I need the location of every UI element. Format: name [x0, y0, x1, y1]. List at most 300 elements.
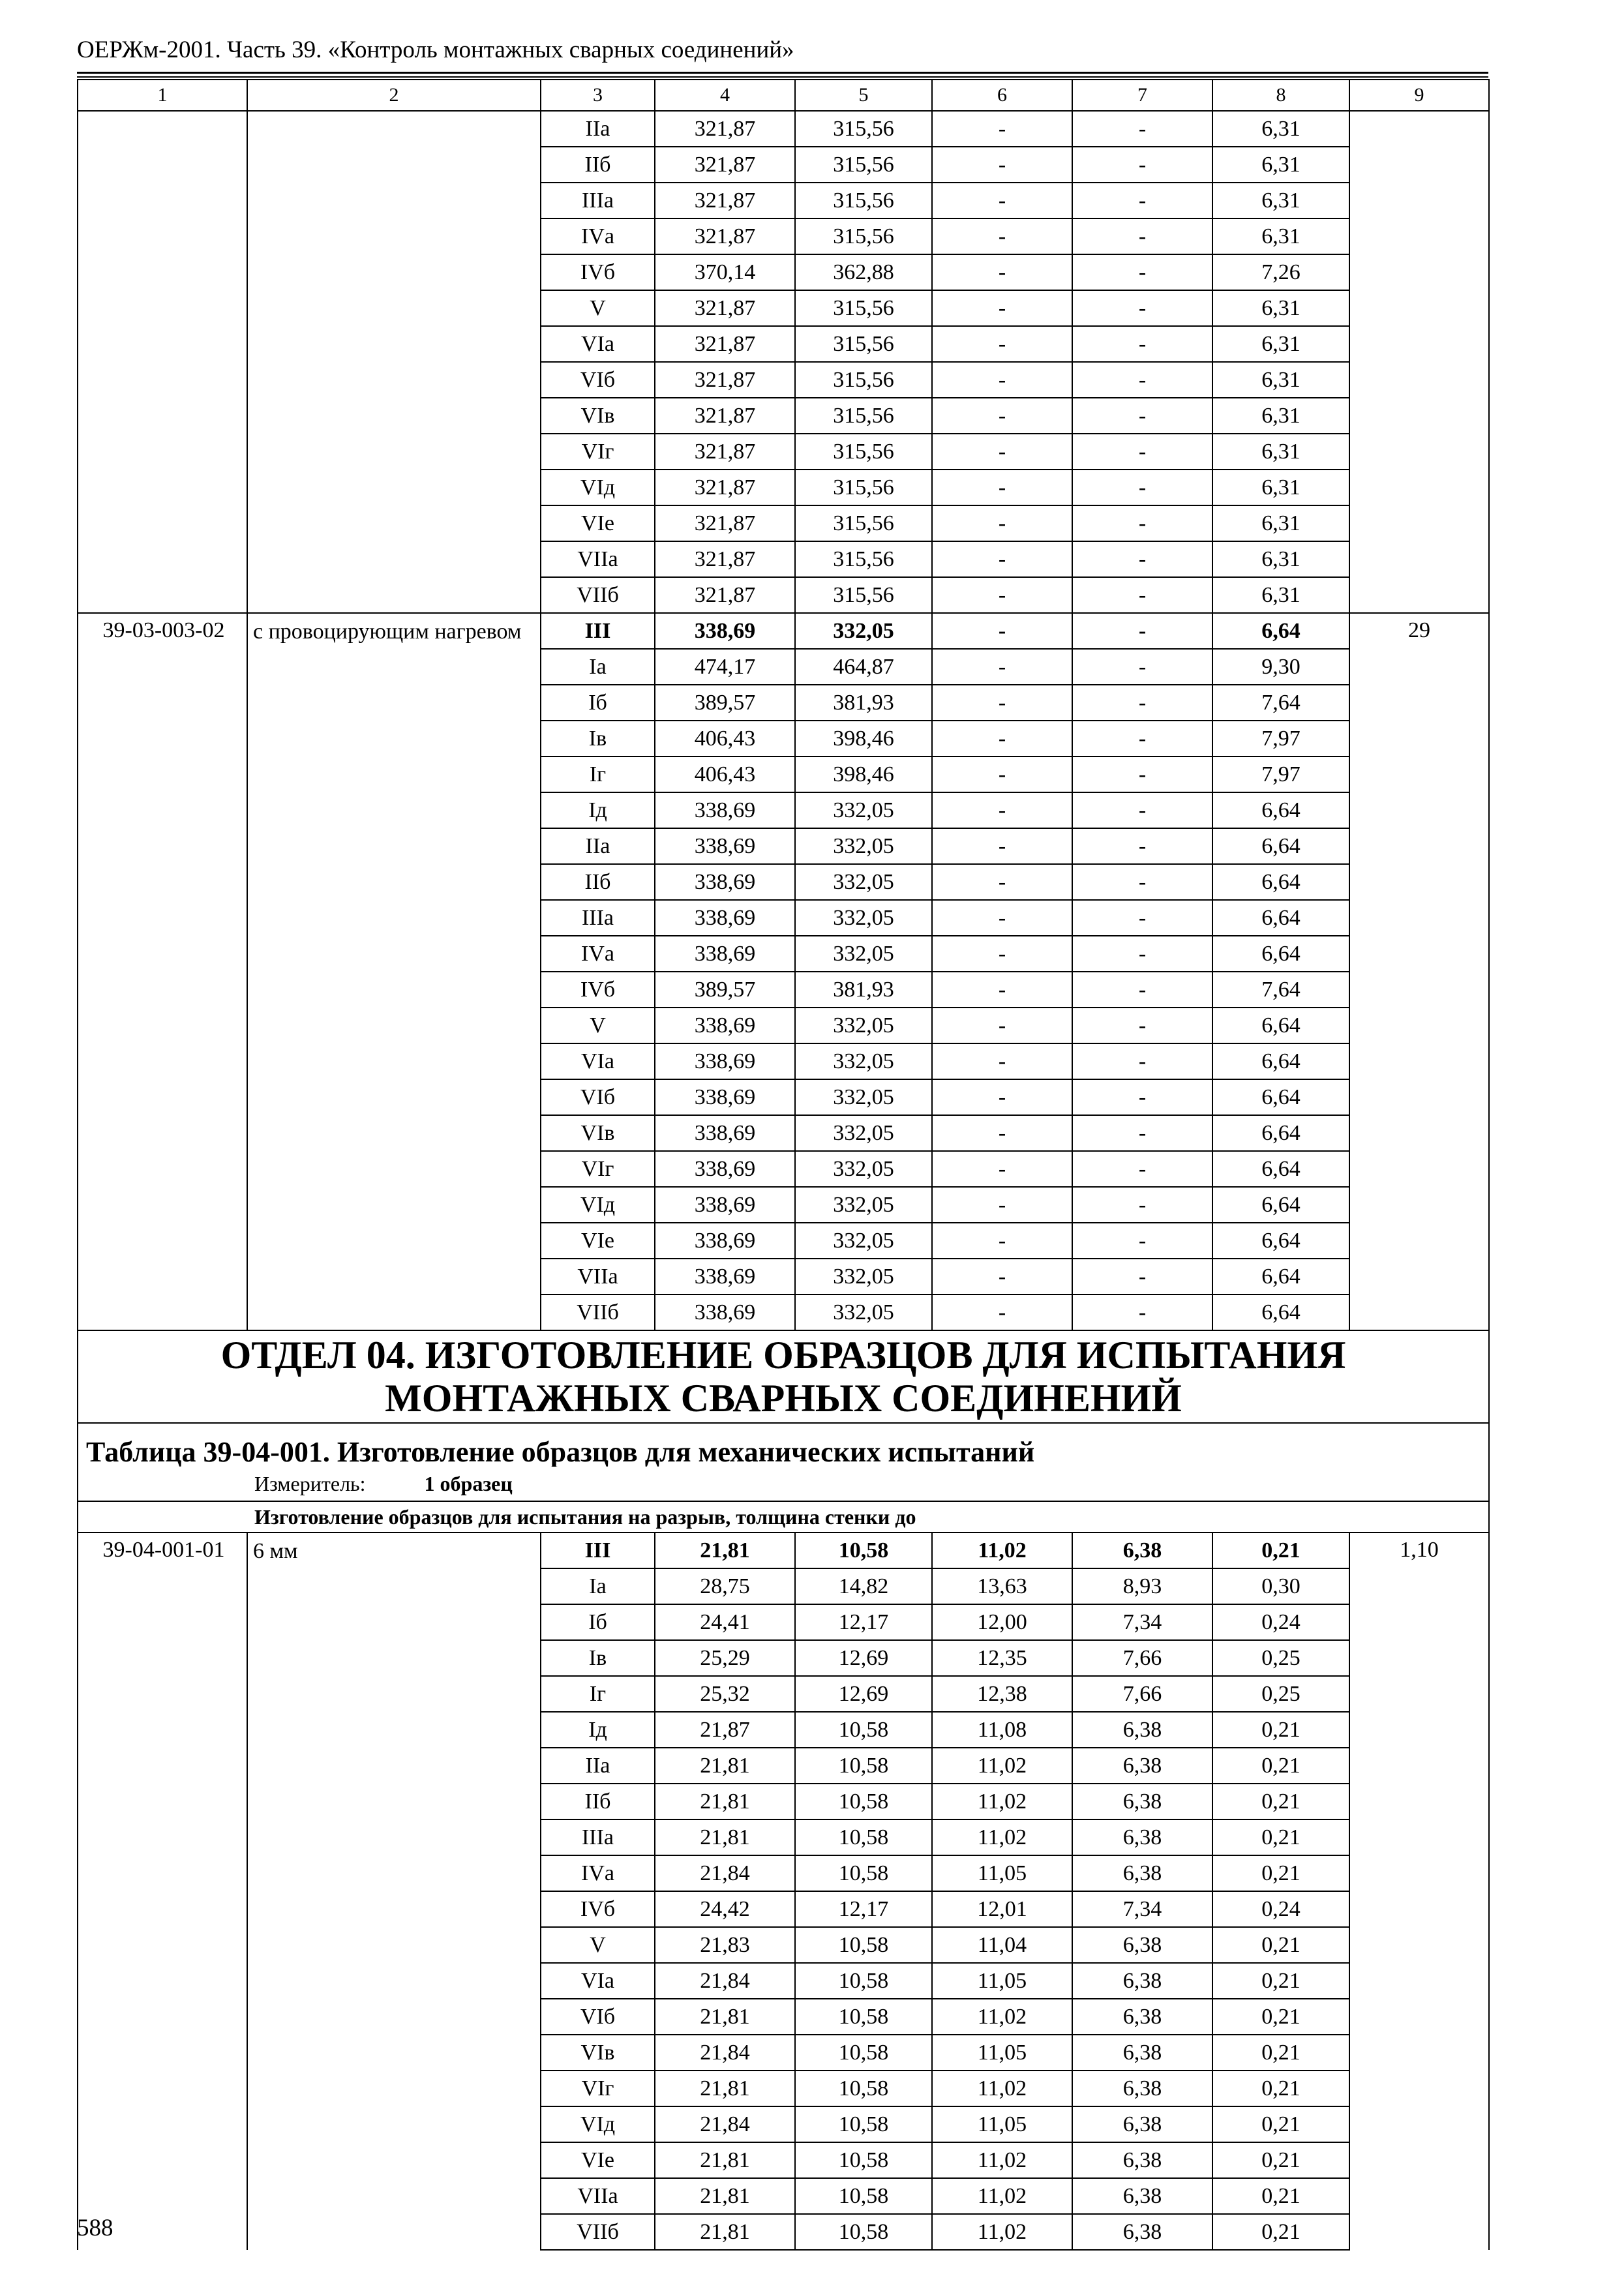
cell-col4: 370,14 — [655, 254, 795, 290]
cell-col3: VIг — [541, 2071, 655, 2106]
cell-col6: 11,08 — [932, 1712, 1072, 1748]
cell-col5: 10,58 — [795, 2071, 932, 2106]
cell-col4: 21,84 — [655, 1963, 795, 1999]
cell-col7: - — [1072, 649, 1212, 685]
cell-col6: 12,35 — [932, 1640, 1072, 1676]
cell-col5: 10,58 — [795, 1533, 932, 1568]
section-title — [78, 1330, 1489, 1423]
work-name-cell — [247, 1533, 541, 2250]
cell-col8: 9,30 — [1212, 649, 1349, 685]
cell-col3: VIб — [541, 362, 655, 398]
cell-col4: 338,69 — [655, 1079, 795, 1115]
cell-col6: - — [932, 1079, 1072, 1115]
meter-cell — [78, 1467, 1489, 1501]
cell-col6: - — [932, 326, 1072, 362]
cell-col6: - — [932, 1151, 1072, 1187]
cell-col8: 6,31 — [1212, 290, 1349, 326]
cell-col5: 315,56 — [795, 326, 932, 362]
section-title-row — [78, 1330, 1489, 1423]
cell-col5: 12,17 — [795, 1604, 932, 1640]
cell-col7: - — [1072, 756, 1212, 792]
cell-col6: - — [932, 398, 1072, 434]
cell-col8: 7,64 — [1212, 972, 1349, 1008]
cell-col6: - — [932, 505, 1072, 541]
cell-col8: 0,30 — [1212, 1568, 1349, 1604]
page-header: ОЕРЖм-2001. Часть 39. «Контроль монтажных сварных соединений» — [77, 37, 794, 63]
cell-col4: 21,81 — [655, 2178, 795, 2214]
cell-col6: - — [932, 183, 1072, 218]
cell-col8: 6,64 — [1212, 1008, 1349, 1043]
cell-col6: - — [932, 470, 1072, 505]
cell-col3: VIа — [541, 1963, 655, 1999]
cell-col8: 0,21 — [1212, 1999, 1349, 2035]
cell-col7: 6,38 — [1072, 2142, 1212, 2178]
cell-col3: V — [541, 290, 655, 326]
cell-col3: IVа — [541, 1855, 655, 1891]
cell-col6: 12,00 — [932, 1604, 1072, 1640]
cell-col7: - — [1072, 254, 1212, 290]
cell-col3: IVа — [541, 218, 655, 254]
cell-col3: IVб — [541, 254, 655, 290]
work-name: с провоцирующим нагревом — [253, 620, 522, 644]
col9-cell: 1,10 — [1349, 1533, 1489, 2250]
cell-col8: 0,24 — [1212, 1604, 1349, 1640]
cell-col6: - — [932, 649, 1072, 685]
cell-col7: - — [1072, 972, 1212, 1008]
cell-col8: 0,21 — [1212, 2071, 1349, 2106]
cell-col3: VIа — [541, 326, 655, 362]
cell-col5: 10,58 — [795, 1819, 932, 1855]
work-name-cell — [247, 613, 541, 1330]
cell-col4: 21,81 — [655, 2071, 795, 2106]
cell-col3: VIв — [541, 2035, 655, 2071]
cell-col4: 338,69 — [655, 1043, 795, 1079]
cell-col4: 25,32 — [655, 1676, 795, 1712]
cell-col7: - — [1072, 1259, 1212, 1294]
cell-col4: 21,87 — [655, 1712, 795, 1748]
cell-col7: 6,38 — [1072, 1963, 1212, 1999]
cell-col8: 6,64 — [1212, 1115, 1349, 1151]
cell-col5: 10,58 — [795, 1712, 932, 1748]
cell-col6: 11,02 — [932, 1748, 1072, 1784]
meter-row — [78, 1467, 1489, 1501]
cell-col6: - — [932, 685, 1072, 721]
cell-col4: 474,17 — [655, 649, 795, 685]
cell-col3: VIе — [541, 2142, 655, 2178]
cell-col8: 6,64 — [1212, 900, 1349, 936]
cell-col7: - — [1072, 1079, 1212, 1115]
cell-col6: 13,63 — [932, 1568, 1072, 1604]
cell-col8: 0,25 — [1212, 1640, 1349, 1676]
cell-col8: 0,24 — [1212, 1891, 1349, 1927]
cell-col7: 6,38 — [1072, 2071, 1212, 2106]
cell-col4: 21,81 — [655, 2214, 795, 2250]
cell-col6: 11,02 — [932, 1784, 1072, 1819]
cell-col3: IIIа — [541, 1819, 655, 1855]
cell-col7: 7,66 — [1072, 1676, 1212, 1712]
cell-col6: - — [932, 972, 1072, 1008]
cell-col7: - — [1072, 792, 1212, 828]
rate-code-cell: 39-04-001-01 — [78, 1533, 247, 2250]
cell-col4: 338,69 — [655, 1008, 795, 1043]
cell-col6: 11,02 — [932, 2214, 1072, 2250]
cell-col6: 11,02 — [932, 2071, 1072, 2106]
cell-col8: 6,31 — [1212, 505, 1349, 541]
cell-col7: 8,93 — [1072, 1568, 1212, 1604]
cell-col4: 338,69 — [655, 792, 795, 828]
cell-col4: 321,87 — [655, 290, 795, 326]
cell-col6: 11,02 — [932, 2178, 1072, 2214]
cell-col7: 6,38 — [1072, 2214, 1212, 2250]
cell-col7: 6,38 — [1072, 2035, 1212, 2071]
cell-col6: - — [932, 434, 1072, 470]
cell-col4: 321,87 — [655, 147, 795, 183]
cell-col4: 338,69 — [655, 613, 795, 649]
cell-col5: 332,05 — [795, 1079, 932, 1115]
cell-col3: Iб — [541, 685, 655, 721]
cell-col3: Iг — [541, 756, 655, 792]
cell-col8: 6,31 — [1212, 470, 1349, 505]
cell-col8: 6,64 — [1212, 828, 1349, 864]
subheader: Изготовление образцов для испытания на разрыв, толщина стенки до — [78, 1501, 1489, 1533]
cell-col8: 6,64 — [1212, 1223, 1349, 1259]
cell-col7: - — [1072, 147, 1212, 183]
cell-col8: 6,64 — [1212, 1259, 1349, 1294]
cell-col6: - — [932, 1259, 1072, 1294]
rate-code-cell: 39-03-003-02 — [78, 613, 247, 1330]
cell-col4: 389,57 — [655, 972, 795, 1008]
cell-col6: - — [932, 111, 1072, 147]
cell-col7: - — [1072, 398, 1212, 434]
cell-col5: 332,05 — [795, 1043, 932, 1079]
cell-col4: 338,69 — [655, 1294, 795, 1330]
cell-col6: - — [932, 1008, 1072, 1043]
cell-col3: III — [541, 1533, 655, 1568]
cell-col4: 338,69 — [655, 900, 795, 936]
cell-col7: 6,38 — [1072, 1712, 1212, 1748]
cell-col5: 381,93 — [795, 685, 932, 721]
cell-col6: 12,01 — [932, 1891, 1072, 1927]
cell-col6: - — [932, 756, 1072, 792]
cell-col6: - — [932, 218, 1072, 254]
cell-col5: 315,56 — [795, 147, 932, 183]
cell-col6: - — [932, 254, 1072, 290]
cell-col6: 11,04 — [932, 1927, 1072, 1963]
cell-col3: VIIб — [541, 577, 655, 613]
cell-col7: - — [1072, 900, 1212, 936]
cell-col5: 12,69 — [795, 1676, 932, 1712]
cell-col3: VIе — [541, 505, 655, 541]
column-header-1: 1 — [78, 80, 247, 111]
cell-col5: 315,56 — [795, 434, 932, 470]
cell-col7: - — [1072, 505, 1212, 541]
cell-col8: 6,31 — [1212, 183, 1349, 218]
cell-col8: 0,21 — [1212, 2035, 1349, 2071]
cell-col5: 332,05 — [795, 1223, 932, 1259]
cell-col7: - — [1072, 721, 1212, 756]
cell-col5: 332,05 — [795, 1115, 932, 1151]
cell-col7: 6,38 — [1072, 1819, 1212, 1855]
cell-col8: 6,31 — [1212, 434, 1349, 470]
cell-col4: 321,87 — [655, 362, 795, 398]
meter-label: Измеритель: — [254, 1472, 366, 1495]
column-header-9: 9 — [1349, 80, 1489, 111]
cell-col7: - — [1072, 326, 1212, 362]
cell-col7: - — [1072, 613, 1212, 649]
cell-col4: 338,69 — [655, 936, 795, 972]
cell-col6: 11,02 — [932, 1819, 1072, 1855]
cell-col7: - — [1072, 1151, 1212, 1187]
cell-col6: 11,05 — [932, 2106, 1072, 2142]
cell-col3: VIд — [541, 470, 655, 505]
cell-col7: - — [1072, 111, 1212, 147]
cell-col5: 332,05 — [795, 1187, 932, 1223]
cell-col7: 6,38 — [1072, 1533, 1212, 1568]
cell-col3: III — [541, 613, 655, 649]
cell-col5: 10,58 — [795, 2214, 932, 2250]
cell-col3: VIд — [541, 1187, 655, 1223]
cell-col3: IVб — [541, 972, 655, 1008]
cell-col8: 6,64 — [1212, 1294, 1349, 1330]
cell-col3: IIIа — [541, 183, 655, 218]
cell-col7: - — [1072, 1115, 1212, 1151]
cell-col8: 6,64 — [1212, 936, 1349, 972]
column-header-8: 8 — [1212, 80, 1349, 111]
cell-col5: 10,58 — [795, 2106, 932, 2142]
cell-col3: VIIа — [541, 1259, 655, 1294]
cell-col5: 332,05 — [795, 792, 932, 828]
cell-col8: 6,64 — [1212, 613, 1349, 649]
cell-col3: VIа — [541, 1043, 655, 1079]
cell-col7: - — [1072, 1223, 1212, 1259]
cell-col4: 24,42 — [655, 1891, 795, 1927]
cell-col3: IIIа — [541, 900, 655, 936]
cell-col7: 7,34 — [1072, 1891, 1212, 1927]
cell-col4: 338,69 — [655, 828, 795, 864]
cell-col5: 10,58 — [795, 2035, 932, 2071]
column-header-6: 6 — [932, 80, 1072, 111]
cell-col8: 7,64 — [1212, 685, 1349, 721]
cell-col4: 389,57 — [655, 685, 795, 721]
rate-code-cell — [78, 111, 247, 613]
cell-col3: IIб — [541, 1784, 655, 1819]
cell-col6: - — [932, 900, 1072, 936]
cell-col3: VIг — [541, 1151, 655, 1187]
cell-col3: Iд — [541, 792, 655, 828]
cell-col7: - — [1072, 434, 1212, 470]
cell-col8: 0,21 — [1212, 2106, 1349, 2142]
cell-col7: 6,38 — [1072, 2106, 1212, 2142]
cell-col3: VIе — [541, 1223, 655, 1259]
cell-col8: 6,31 — [1212, 111, 1349, 147]
cell-col5: 10,58 — [795, 1999, 932, 2035]
column-header-2: 2 — [247, 80, 541, 111]
cell-col5: 315,56 — [795, 505, 932, 541]
section-title-line2: МОНТАЖНЫХ СВАРНЫХ СОЕДИНЕНИЙ — [385, 1377, 1182, 1420]
header-rule — [77, 72, 1488, 74]
cell-col6: - — [932, 1223, 1072, 1259]
cell-col5: 12,69 — [795, 1640, 932, 1676]
cell-col4: 21,81 — [655, 2142, 795, 2178]
cell-col3: IIа — [541, 828, 655, 864]
cell-col8: 6,31 — [1212, 218, 1349, 254]
cell-col7: - — [1072, 541, 1212, 577]
cell-col7: 6,38 — [1072, 1927, 1212, 1963]
cell-col7: 6,38 — [1072, 1784, 1212, 1819]
cell-col4: 21,81 — [655, 1784, 795, 1819]
cell-col6: - — [932, 290, 1072, 326]
cell-col7: 6,38 — [1072, 1855, 1212, 1891]
cell-col8: 0,25 — [1212, 1676, 1349, 1712]
cell-col5: 315,56 — [795, 111, 932, 147]
cell-col7: 6,38 — [1072, 2178, 1212, 2214]
cell-col4: 338,69 — [655, 864, 795, 900]
cell-col5: 332,05 — [795, 828, 932, 864]
cell-col7: - — [1072, 470, 1212, 505]
cell-col5: 332,05 — [795, 864, 932, 900]
cell-col3: Iг — [541, 1676, 655, 1712]
table-title-row — [78, 1423, 1489, 1467]
cell-col4: 338,69 — [655, 1151, 795, 1187]
cell-col4: 21,84 — [655, 1855, 795, 1891]
cell-col8: 6,64 — [1212, 1043, 1349, 1079]
cell-col6: 11,05 — [932, 1855, 1072, 1891]
cell-col5: 10,58 — [795, 1927, 932, 1963]
cell-col4: 321,87 — [655, 398, 795, 434]
cell-col6: - — [932, 541, 1072, 577]
cell-col5: 14,82 — [795, 1568, 932, 1604]
cell-col5: 315,56 — [795, 290, 932, 326]
cell-col4: 321,87 — [655, 577, 795, 613]
cell-col3: Iа — [541, 649, 655, 685]
cell-col6: - — [932, 1043, 1072, 1079]
cell-col3: VIIб — [541, 2214, 655, 2250]
cell-col8: 6,64 — [1212, 1187, 1349, 1223]
cell-col8: 7,97 — [1212, 756, 1349, 792]
cell-col5: 315,56 — [795, 218, 932, 254]
cell-col5: 315,56 — [795, 183, 932, 218]
column-header-row — [78, 80, 1489, 111]
cell-col5: 315,56 — [795, 362, 932, 398]
cell-col3: Iб — [541, 1604, 655, 1640]
cell-col7: - — [1072, 290, 1212, 326]
work-name: 6 мм — [253, 1539, 298, 1563]
cell-col4: 338,69 — [655, 1115, 795, 1151]
cell-col3: V — [541, 1927, 655, 1963]
cell-col5: 332,05 — [795, 1008, 932, 1043]
cell-col3: VIIб — [541, 1294, 655, 1330]
cell-col5: 332,05 — [795, 1259, 932, 1294]
cell-col5: 315,56 — [795, 541, 932, 577]
cell-col5: 332,05 — [795, 900, 932, 936]
cell-col6: - — [932, 792, 1072, 828]
cell-col4: 21,81 — [655, 1748, 795, 1784]
cell-col3: VIб — [541, 1079, 655, 1115]
cell-col3: VIв — [541, 398, 655, 434]
cell-col5: 10,58 — [795, 2178, 932, 2214]
section-title-line1: ОТДЕЛ 04. ИЗГОТОВЛЕНИЕ ОБРАЗЦОВ ДЛЯ ИСПЫТАНИЯ — [220, 1334, 1346, 1377]
cell-col5: 381,93 — [795, 972, 932, 1008]
cell-col3: IIа — [541, 111, 655, 147]
table-row — [78, 1533, 1489, 1568]
cell-col5: 10,58 — [795, 1855, 932, 1891]
cell-col3: Iа — [541, 1568, 655, 1604]
cell-col7: - — [1072, 936, 1212, 972]
cell-col4: 406,43 — [655, 721, 795, 756]
cell-col3: Iв — [541, 721, 655, 756]
cell-col5: 332,05 — [795, 1151, 932, 1187]
cell-col5: 398,46 — [795, 756, 932, 792]
cell-col3: IVа — [541, 936, 655, 972]
cell-col4: 338,69 — [655, 1259, 795, 1294]
meter-unit: 1 образец — [424, 1472, 513, 1495]
cell-col8: 6,64 — [1212, 1079, 1349, 1115]
cell-col6: - — [932, 828, 1072, 864]
cell-col5: 332,05 — [795, 936, 932, 972]
cell-col4: 21,81 — [655, 1533, 795, 1568]
cell-col6: - — [932, 577, 1072, 613]
cell-col7: - — [1072, 864, 1212, 900]
cell-col8: 6,31 — [1212, 147, 1349, 183]
cell-col3: VIд — [541, 2106, 655, 2142]
cell-col7: - — [1072, 1008, 1212, 1043]
cell-col8: 7,97 — [1212, 721, 1349, 756]
cell-col8: 6,31 — [1212, 398, 1349, 434]
cell-col5: 10,58 — [795, 1963, 932, 1999]
cell-col3: IIб — [541, 864, 655, 900]
cell-col8: 0,21 — [1212, 1712, 1349, 1748]
cell-col4: 321,87 — [655, 218, 795, 254]
cell-col8: 6,64 — [1212, 1151, 1349, 1187]
cell-col5: 10,58 — [795, 2142, 932, 2178]
page-number: 588 — [77, 2215, 113, 2241]
cell-col7: - — [1072, 362, 1212, 398]
cell-col5: 315,56 — [795, 470, 932, 505]
cell-col6: - — [932, 721, 1072, 756]
col9-cell: 29 — [1349, 613, 1489, 1330]
cell-col4: 321,87 — [655, 111, 795, 147]
cell-col6: - — [932, 1187, 1072, 1223]
cell-col8: 0,21 — [1212, 1784, 1349, 1819]
cell-col8: 6,64 — [1212, 864, 1349, 900]
column-header-4: 4 — [655, 80, 795, 111]
col9-cell — [1349, 111, 1489, 613]
work-name-cell — [247, 111, 541, 613]
cell-col6: - — [932, 147, 1072, 183]
cell-col8: 0,21 — [1212, 2142, 1349, 2178]
cell-col6: 11,02 — [932, 2142, 1072, 2178]
cell-col3: Iд — [541, 1712, 655, 1748]
cell-col6: - — [932, 362, 1072, 398]
cell-col4: 21,81 — [655, 1819, 795, 1855]
cell-col4: 321,87 — [655, 541, 795, 577]
cell-col8: 0,21 — [1212, 1855, 1349, 1891]
cell-col4: 25,29 — [655, 1640, 795, 1676]
cell-col3: VIIа — [541, 541, 655, 577]
cell-col7: - — [1072, 183, 1212, 218]
cell-col3: V — [541, 1008, 655, 1043]
cell-col8: 0,21 — [1212, 1533, 1349, 1568]
cell-col6: - — [932, 1294, 1072, 1330]
cell-col6: - — [932, 1115, 1072, 1151]
cell-col7: 6,38 — [1072, 1748, 1212, 1784]
cell-col8: 0,21 — [1212, 1748, 1349, 1784]
cell-col6: 11,05 — [932, 2035, 1072, 2071]
cell-col3: IIб — [541, 147, 655, 183]
cell-col3: IVб — [541, 1891, 655, 1927]
cell-col8: 6,31 — [1212, 577, 1349, 613]
table-row — [78, 111, 1489, 147]
